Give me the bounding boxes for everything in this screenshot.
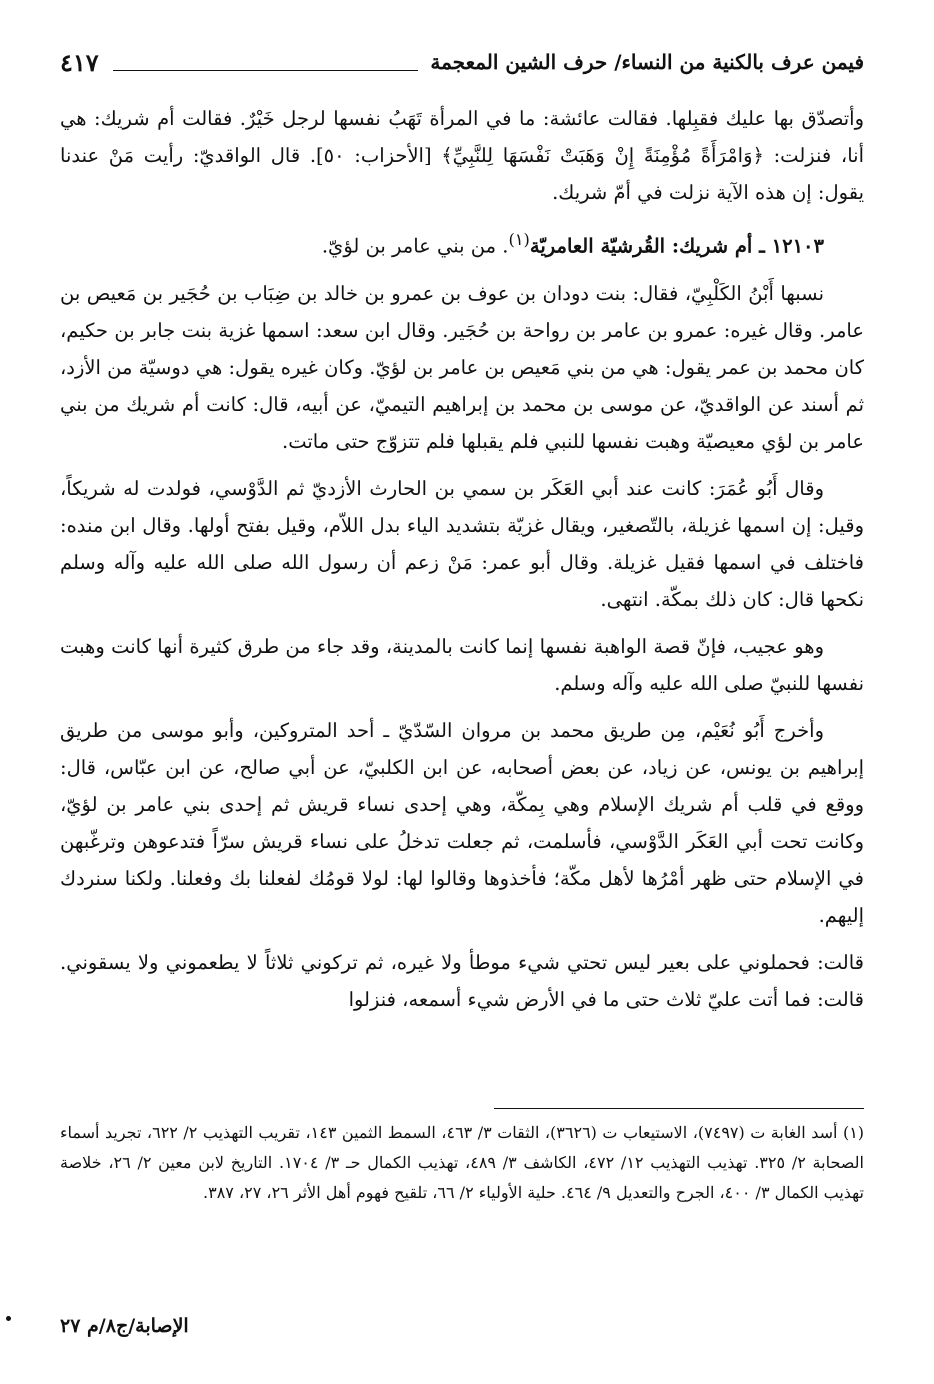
paragraph-1: وأتصدّق بها عليك فقبِلها. فقالت عائشة: ما في المرأة تَهَبُ نفسها لرجل خَيْرٌ. فقالت أم شريك: هي أنا، فنزلت: ﴿وَامْرَأَةً مُؤْمِنَةً إِنْ وَهَبَتْ نَفْسَهَا لِلنَّبِيِّ﴾ [الأحزاب: ٥٠]. قال الواقديّ: رأيت مَنْ عندنا يقول: إن هذه الآية نزلت في أمّ شريك. [60,107,864,204]
paragraph-6: قالت: فحملوني على بعير ليس تحتي شيء موطأ ولا غيره، ثم تركوني ثلاثاً لا يطعموني ولا يسقوني. قالت: فما أتت عليّ ثلاث حتى ما في الأرض شيء أسمعه، فنزلوا [60,950,864,1011]
running-header [60,40,864,84]
entry-heading: ١٢١٠٣ ـ أم شريك: القُرشيّة العامريّة [529,234,824,258]
footnote-ref: (١) [508,230,530,249]
footnote-separator [494,1108,864,1109]
paragraph-5: وأخرج أَبُو نُعَيْم، مِن طريق محمد بن مروان السّدّيّ ـ أحد المتروكين، وأبو موسى من طريق إبراهيم بن يونس، عن زياد، عن بعض أصحابه، عن ابن الكلبيّ، عن أبي صالح، عن ابن عبّاس، قال: ووقع في قلب أم شريك الإسلام وهي بِمكّة، وهي إحدى نساء قريش ثم إحدى بني عامر بن لؤيّ، وكانت تحت أبي العَكَر الدَّوْسي، فأسلمت، ثم جعلت تدخلُ على نساء قريش سرّاً فتدعوهن وترغّبهن في الإسلام حتى ظهر أمْرُها لأهل مكّة؛ فأخذوها وقالوا لها: لولا قومُك لفعلنا بك وفعلنا. ولكنا سنردك إليهم. [60,718,864,927]
margin-dot [6,1316,11,1321]
paragraph-3: وقال أَبُو عُمَرَ: كانت عند أبي العَكَر بن سمي بن الحارث الأزديّ ثم الدَّوْسي، فولدت له شريكاً، وقيل: إن اسمها غزيلة، بالتّصغير، ويقال غزيّة بتشديد الياء بدل اللاّم، وقيل بفتح أولها. وقال ابن منده: فاختلف في اسمها فقيل غزيلة. وقال أبو عمر: مَنْ زعم أن رسول الله صلى الله عليه وآله وسلم نكحها قال: كان ذلك بمكّة. انتهى. [60,476,864,611]
paragraph-4: وهو عجيب، فإنّ قصة الواهبة نفسها إنما كانت بالمدينة، وقد جاء من طرق كثيرة أنها كانت وهبت نفسها للنبيّ صلى الله عليه وآله وسلم. [60,634,864,695]
book-page [60,40,864,1360]
footnote-1: (١) أسد الغابة ت (٧٤٩٧)، الاستيعاب ت (٣٦٢٦)، الثقات ٣/ ٤٦٣، السمط الثمين ١٤٣، تقريب التهذيب ٢/ ٦٢٢، تجريد أسماء الصحابة ٢/ ٣٢٥. تهذيب التهذيب ١٢/ ٤٧٢، الكاشف ٣/ ٤٨٩، تهذيب الكمال حـ ٣/ ١٧٠٤. التاريخ لابن معين ٢/ ٢٦، خلاصة تهذيب الكمال ٣/ ٤٠٠، الجرح والتعديل ٩/ ٤٦٤. حلية الأولياء ٢/ ٦٦، تلقيح فهوم أهل الأثر ٢٦، ٢٧، ٣٨٧. [60,1123,865,1202]
header-title: فيمن عرف بالكنية من النساء/ حرف الشين المعجمة [430,50,864,74]
entry-heading-line [60,221,864,265]
footnotes [60,1118,864,1208]
page-footer: الإصابة/ج٨/م ٢٧ [60,1315,189,1337]
page-number: ٤١٧ [60,47,99,77]
header-rule [113,70,419,71]
paragraph-2: نسبها أَبْنُ الكَلْبِيّ، فقال: بنت دودان بن عوف بن عمرو بن خالد بن ضِبَاب بن حُجَير بن مَعيص بن عامر. وقال غيره: عمرو بن عامر بن رواحة بن حُجَير. وقال ابن سعد: اسمها غزية بنت جابر بن حكيم، كان محمد بن عمر يقول: هي من بني مَعيص بن عامر بن لؤيّ. وكان غيره يقول: هي دوسيّة من الأزد، ثم أسند عن الواقديّ، عن موسى بن محمد بن إبراهيم التيميّ، عن أبيه، قال: كانت أم شريك من بني عامر بن لؤي معيصيّة وهبت نفسها للنبي فلم يقبلها فلم تتزوّج حتى ماتت. [60,281,864,453]
entry-heading-rest: . من بني عامر بن لؤيّ. [321,234,509,258]
main-text [60,100,864,1028]
